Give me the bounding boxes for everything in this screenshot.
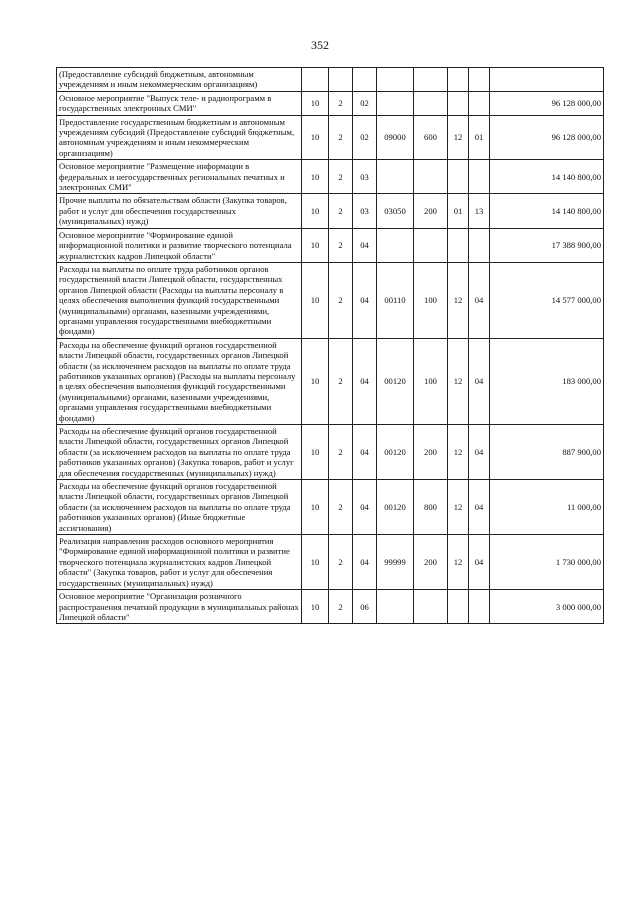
cell-section: 12 [448,115,469,160]
page-number: 352 [311,38,329,52]
row-description: Основное мероприятие "Размещение информации в федеральных и негосударственных региональных печатных и электронных СМИ" [57,160,302,194]
cell-subprogram: 2 [329,338,353,424]
cell-direction: 00120 [377,338,414,424]
row-description: Основное мероприятие "Выпуск теле- и радиопрограмм в государственных электронных СМИ" [57,91,302,115]
cell-expense-type: 100 [414,338,448,424]
cell-amount: 17 388 900,00 [490,228,604,262]
cell-direction [377,228,414,262]
row-description: Реализация направления расходов основного мероприятия "Формирование единой информационной политики и развитие творческого потенциала журналистских кадров Липецкой области" (Закупка товаров, работ и услуг для обеспечения государственных (муниципальных) нужд) [57,535,302,590]
cell-expense-type [414,91,448,115]
cell-section: 01 [448,194,469,228]
table-row [57,590,604,624]
cell-direction [377,160,414,194]
row-description: Основное мероприятие "Формирование единой информационной политики и развитие творческого потенциала журналистских кадров Липецкой области" [57,228,302,262]
cell-section: 12 [448,262,469,338]
cell-amount: 3 000 000,00 [490,590,604,624]
cell-activity: 02 [353,115,377,160]
cell-program: 10 [302,160,329,194]
budget-table [56,67,604,624]
cell-activity: 04 [353,228,377,262]
cell-expense-type [414,228,448,262]
cell-activity: 04 [353,425,377,480]
table-row [57,160,604,194]
row-description: Расходы на обеспечение функций органов государственной власти Липецкой области, государственных органов Липецкой области (за исключением расходов на выплаты по оплате труда работников указанных органов) (Иные бюджетные ассигнования) [57,480,302,535]
row-description: Прочие выплаты по обязательствам области (Закупка товаров, работ и услуг для обеспечения государственных (муниципальных) нужд) [57,194,302,228]
cell-program: 10 [302,425,329,480]
table-row [57,115,604,160]
row-description: Предоставление государственным бюджетным и автономным учреждениям субсидий (Предоставление субсидий бюджетным, автономным учреждениям и иным некоммерческим организациям) [57,115,302,160]
cell-section: 12 [448,425,469,480]
cell-section [448,228,469,262]
table-row [57,425,604,480]
cell-amount [490,68,604,92]
cell-section [448,590,469,624]
cell-subsection: 04 [469,338,490,424]
cell-section [448,91,469,115]
cell-amount: 14 140 800,00 [490,160,604,194]
cell-section: 12 [448,535,469,590]
cell-subsection [469,160,490,194]
cell-subsection: 13 [469,194,490,228]
table-row [57,68,604,92]
cell-section: 12 [448,480,469,535]
cell-subprogram: 2 [329,160,353,194]
cell-expense-type: 100 [414,262,448,338]
cell-subsection [469,228,490,262]
cell-subprogram: 2 [329,425,353,480]
cell-program: 10 [302,228,329,262]
cell-subprogram: 2 [329,91,353,115]
table-row [57,91,604,115]
cell-direction: 09000 [377,115,414,160]
row-description: Основное мероприятие "Организация розничного распространения печатной продукции в муниципальных районах Липецкой области" [57,590,302,624]
cell-amount: 14 577 000,00 [490,262,604,338]
cell-activity: 03 [353,194,377,228]
table-row [57,262,604,338]
cell-expense-type: 200 [414,194,448,228]
row-description: Расходы на обеспечение функций органов государственной власти Липецкой области, государственных органов Липецкой области (за исключением расходов на выплаты по оплате труда работников указанных органов) (Закупка товаров, работ и услуг для обеспечения государственных (муниципальных) нужд) [57,425,302,480]
cell-amount: 1 730 000,00 [490,535,604,590]
cell-direction: 00120 [377,480,414,535]
cell-subsection: 04 [469,262,490,338]
cell-amount: 11 000,00 [490,480,604,535]
table-row [57,194,604,228]
cell-amount: 96 128 000,00 [490,115,604,160]
cell-program: 10 [302,480,329,535]
cell-activity: 04 [353,338,377,424]
cell-program: 10 [302,262,329,338]
cell-subsection [469,68,490,92]
table-row [57,480,604,535]
cell-subsection: 04 [469,425,490,480]
cell-expense-type: 800 [414,480,448,535]
row-description: Расходы на обеспечение функций органов государственной власти Липецкой области, государственных органов Липецкой области (за исключением расходов на выплаты по оплате труда работников указанных органов) (Расходы на выплаты персоналу в целях обеспечения выполнения функций государственными (муниципальными) органами, казенными учреждениями, органами управления государственными внебюджетными фондами) [57,338,302,424]
cell-direction [377,91,414,115]
table-row [57,228,604,262]
cell-activity: 03 [353,160,377,194]
cell-activity [353,68,377,92]
budget-table-body [57,68,604,624]
cell-subsection [469,91,490,115]
cell-activity: 04 [353,535,377,590]
cell-program: 10 [302,194,329,228]
cell-activity: 02 [353,91,377,115]
row-description: (Предоставление субсидий бюджетным, автономным учреждениям и иным некоммерческим организациям) [57,68,302,92]
cell-section [448,160,469,194]
cell-program: 10 [302,535,329,590]
cell-subsection: 04 [469,535,490,590]
table-row [57,338,604,424]
cell-program: 10 [302,91,329,115]
cell-subprogram: 2 [329,115,353,160]
cell-activity: 04 [353,480,377,535]
cell-amount: 96 128 000,00 [490,91,604,115]
cell-direction [377,590,414,624]
cell-amount: 887 900,00 [490,425,604,480]
cell-subprogram: 2 [329,194,353,228]
cell-activity: 04 [353,262,377,338]
cell-subsection: 04 [469,480,490,535]
cell-program [302,68,329,92]
cell-subprogram [329,68,353,92]
cell-amount: 14 140 800,00 [490,194,604,228]
cell-subprogram: 2 [329,262,353,338]
cell-activity: 06 [353,590,377,624]
cell-expense-type [414,68,448,92]
table-row [57,535,604,590]
cell-subsection [469,590,490,624]
cell-direction: 03050 [377,194,414,228]
cell-amount: 183 000,00 [490,338,604,424]
cell-expense-type: 200 [414,535,448,590]
cell-program: 10 [302,338,329,424]
cell-program: 10 [302,115,329,160]
cell-subprogram: 2 [329,228,353,262]
cell-direction: 00110 [377,262,414,338]
cell-direction: 00120 [377,425,414,480]
cell-subprogram: 2 [329,480,353,535]
row-description: Расходы на выплаты по оплате труда работников органов государственной власти Липецкой области, государственных органов Липецкой области (Расходы на выплаты персоналу в целях обеспечения выполнения функций государственными (муниципальными) органами, казенными учреждениями, органами управления государственными внебюджетными фондами) [57,262,302,338]
cell-expense-type [414,160,448,194]
cell-expense-type: 600 [414,115,448,160]
cell-expense-type: 200 [414,425,448,480]
cell-expense-type [414,590,448,624]
cell-section: 12 [448,338,469,424]
cell-subsection: 01 [469,115,490,160]
cell-subprogram: 2 [329,590,353,624]
cell-direction: 99999 [377,535,414,590]
cell-direction [377,68,414,92]
cell-section [448,68,469,92]
cell-program: 10 [302,590,329,624]
cell-subprogram: 2 [329,535,353,590]
